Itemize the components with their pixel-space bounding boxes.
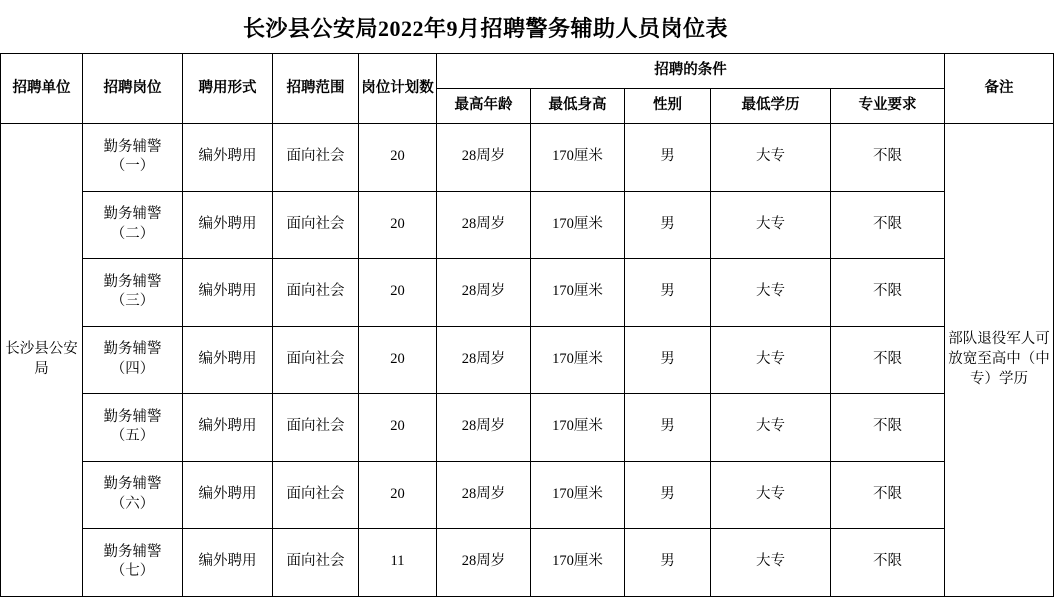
table-row [1, 259, 1054, 327]
post-name: 勤务辅警 [103, 408, 162, 425]
cell-major-requirement: 不限 [831, 191, 945, 259]
post-index: （五） [110, 428, 155, 445]
post-index: （二） [110, 225, 155, 242]
cell-min-education: 大专 [711, 529, 831, 597]
cell-min-education: 大专 [711, 191, 831, 259]
cell-post [83, 394, 183, 462]
cell-min-education: 大专 [711, 461, 831, 529]
post-index: （一） [110, 158, 155, 175]
cell-min-height: 170厘米 [531, 191, 625, 259]
cell-min-height: 170厘米 [531, 124, 625, 192]
cell-employment-form: 编外聘用 [183, 191, 273, 259]
cell-major-requirement: 不限 [831, 326, 945, 394]
cell-plan-count: 20 [359, 191, 437, 259]
cell-min-height: 170厘米 [531, 461, 625, 529]
cell-scope: 面向社会 [273, 394, 359, 462]
header-employment-form: 聘用形式 [183, 54, 273, 124]
cell-gender: 男 [625, 394, 711, 462]
cell-min-education: 大专 [711, 259, 831, 327]
cell-employment-form: 编外聘用 [183, 124, 273, 192]
cell-max-age: 28周岁 [437, 326, 531, 394]
cell-scope: 面向社会 [273, 461, 359, 529]
cell-employment-form: 编外聘用 [183, 529, 273, 597]
cell-gender: 男 [625, 124, 711, 192]
cell-plan-count: 20 [359, 326, 437, 394]
header-conditions-group: 招聘的条件 [437, 54, 945, 89]
post-index: （四） [110, 360, 155, 377]
cell-post [83, 124, 183, 192]
cell-major-requirement: 不限 [831, 124, 945, 192]
header-post: 招聘岗位 [83, 54, 183, 124]
cell-employment-form: 编外聘用 [183, 394, 273, 462]
cell-post [83, 259, 183, 327]
page-title: 长沙县公安局2022年9月招聘警务辅助人员岗位表 [242, 16, 728, 41]
table-header [1, 54, 1054, 124]
cell-plan-count: 11 [359, 529, 437, 597]
post-index: （三） [110, 293, 155, 310]
cell-gender: 男 [625, 326, 711, 394]
cell-major-requirement: 不限 [831, 394, 945, 462]
post-name: 勤务辅警 [103, 341, 162, 358]
cell-scope: 面向社会 [273, 259, 359, 327]
cell-min-education: 大专 [711, 326, 831, 394]
table-row [1, 461, 1054, 529]
cell-min-height: 170厘米 [531, 394, 625, 462]
header-max-age: 最高年龄 [437, 89, 531, 124]
post-index: （七） [110, 563, 155, 580]
post-name: 勤务辅警 [103, 476, 162, 493]
table-row [1, 124, 1054, 192]
cell-plan-count: 20 [359, 259, 437, 327]
header-scope: 招聘范围 [273, 54, 359, 124]
cell-major-requirement: 不限 [831, 461, 945, 529]
cell-min-height: 170厘米 [531, 326, 625, 394]
cell-min-height: 170厘米 [531, 529, 625, 597]
cell-employment-form: 编外聘用 [183, 326, 273, 394]
cell-gender: 男 [625, 191, 711, 259]
cell-scope: 面向社会 [273, 124, 359, 192]
cell-gender: 男 [625, 529, 711, 597]
cell-post [83, 191, 183, 259]
post-name: 勤务辅警 [103, 543, 162, 560]
table-row [1, 191, 1054, 259]
cell-gender: 男 [625, 461, 711, 529]
cell-max-age: 28周岁 [437, 461, 531, 529]
table-body [1, 124, 1054, 597]
table-row [1, 326, 1054, 394]
header-gender: 性别 [625, 89, 711, 124]
cell-scope: 面向社会 [273, 529, 359, 597]
header-min-education: 最低学历 [711, 89, 831, 124]
cell-post [83, 529, 183, 597]
cell-employment-form: 编外聘用 [183, 461, 273, 529]
post-name: 勤务辅警 [103, 206, 162, 223]
cell-max-age: 28周岁 [437, 191, 531, 259]
header-unit: 招聘单位 [1, 54, 83, 124]
cell-scope: 面向社会 [273, 326, 359, 394]
post-name: 勤务辅警 [103, 138, 162, 155]
cell-min-education: 大专 [711, 394, 831, 462]
recruitment-table [0, 53, 1054, 597]
cell-plan-count: 20 [359, 394, 437, 462]
cell-employment-form: 编外聘用 [183, 259, 273, 327]
cell-max-age: 28周岁 [437, 124, 531, 192]
cell-post [83, 326, 183, 394]
header-row-top [1, 54, 1054, 89]
cell-max-age: 28周岁 [437, 394, 531, 462]
cell-min-height: 170厘米 [531, 259, 625, 327]
post-name: 勤务辅警 [103, 273, 162, 290]
cell-scope: 面向社会 [273, 191, 359, 259]
cell-major-requirement: 不限 [831, 259, 945, 327]
table-row [1, 529, 1054, 597]
header-major-requirement: 专业要求 [831, 89, 945, 124]
cell-gender: 男 [625, 259, 711, 327]
cell-major-requirement: 不限 [831, 529, 945, 597]
cell-unit-name: 长沙县公安局 [1, 124, 83, 597]
cell-plan-count: 20 [359, 461, 437, 529]
cell-max-age: 28周岁 [437, 529, 531, 597]
table-row [1, 394, 1054, 462]
cell-max-age: 28周岁 [437, 259, 531, 327]
cell-min-education: 大专 [711, 124, 831, 192]
header-plan-count: 岗位计划数 [359, 54, 437, 124]
header-remark: 备注 [945, 54, 1054, 124]
cell-post [83, 461, 183, 529]
cell-remark: 部队退役军人可放宽至高中（中专）学历 [945, 124, 1054, 597]
cell-plan-count: 20 [359, 124, 437, 192]
post-index: （六） [110, 495, 155, 512]
header-min-height: 最低身高 [531, 89, 625, 124]
